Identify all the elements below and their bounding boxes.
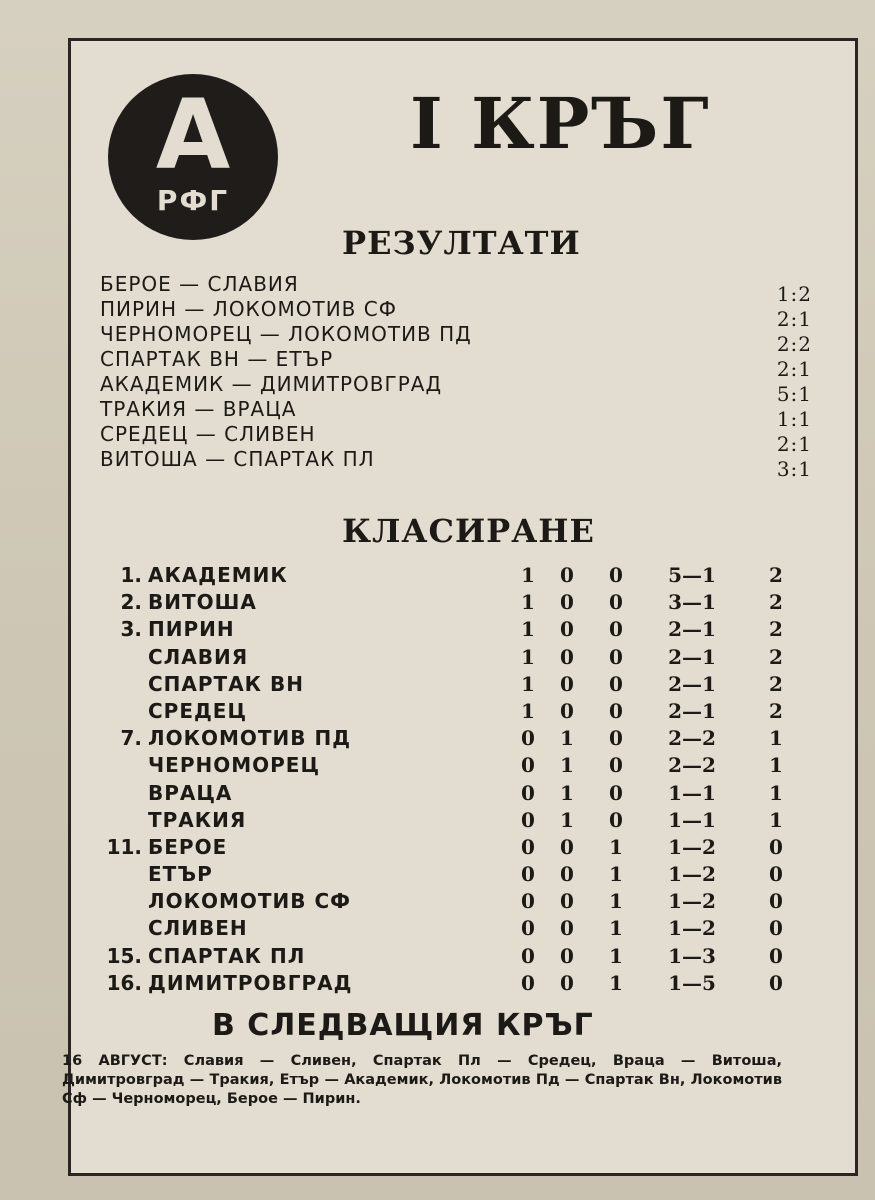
- standing-draws: 0: [560, 889, 574, 914]
- standing-wins: 0: [521, 753, 535, 778]
- result-row: [100, 397, 812, 431]
- standing-goals: 1—2: [668, 834, 716, 859]
- result-match: ТРАКИЯ — ВРАЦА: [100, 397, 297, 421]
- standing-row: [70, 644, 812, 671]
- standing-row: [70, 725, 812, 752]
- result-row: [100, 322, 812, 356]
- standing-draws: 0: [560, 916, 574, 941]
- standing-row: [70, 888, 812, 915]
- standing-draws: 0: [560, 862, 574, 887]
- standing-draws: 0: [560, 671, 574, 696]
- result-row: [100, 297, 812, 331]
- result-row: [100, 272, 812, 306]
- standing-wins: 0: [521, 807, 535, 832]
- standing-row: [70, 834, 812, 861]
- standing-wins: 0: [521, 889, 535, 914]
- standing-team: СПАРТАК ВН: [148, 671, 304, 696]
- standing-wins: 1: [521, 563, 535, 587]
- standing-row: [70, 671, 812, 698]
- standing-goals: 2—1: [668, 671, 716, 696]
- standing-row: [70, 943, 812, 970]
- standing-goals: 3—1: [668, 590, 716, 615]
- standing-goals: 2—2: [668, 726, 716, 751]
- result-row: [100, 372, 812, 406]
- standing-draws: 0: [560, 644, 574, 669]
- standing-row: [70, 562, 812, 589]
- standing-position: 7.: [120, 726, 142, 751]
- standing-losses: 1: [609, 970, 623, 995]
- standing-goals: 1—5: [668, 970, 716, 995]
- standing-draws: 0: [560, 563, 574, 587]
- standing-wins: 1: [521, 617, 535, 642]
- standing-draws: 0: [560, 970, 574, 995]
- result-row: [100, 447, 812, 481]
- standing-wins: 1: [521, 698, 535, 723]
- results-title: РЕЗУЛТАТИ: [342, 224, 581, 262]
- standing-goals: 1—1: [668, 780, 716, 805]
- result-score: 5:1: [776, 382, 812, 406]
- standing-losses: 0: [609, 563, 623, 587]
- result-match: ЧЕРНОМОРЕЦ — ЛОКОМОТИВ ПД: [100, 322, 472, 346]
- standing-points: 2: [769, 698, 783, 723]
- standing-team: ЕТЪР: [148, 862, 213, 887]
- standing-goals: 2—1: [668, 644, 716, 669]
- standing-draws: 1: [560, 726, 574, 751]
- standing-wins: 0: [521, 916, 535, 941]
- standing-position: 15.: [106, 943, 142, 968]
- round-title: I КРЪГ: [410, 82, 711, 165]
- standing-team: ПИРИН: [148, 617, 235, 642]
- standing-draws: 0: [560, 834, 574, 859]
- standing-draws: 0: [560, 617, 574, 642]
- standing-row: [70, 780, 812, 807]
- next-round-fixtures: 16 АВГУСТ: Славия — Сливен, Спартак Пл — Средец, Враца — Витоша, Димитровград — Тракия, Етър — Академик, Локомотив Пд — Спартак Вн, Локомотив Сф — Черноморец, Берое — Пирин.: [62, 1053, 782, 1107]
- standing-wins: 0: [521, 834, 535, 859]
- standing-wins: 1: [521, 644, 535, 669]
- standing-draws: 0: [560, 590, 574, 615]
- standing-points: 2: [769, 590, 783, 615]
- result-score: 1:1: [776, 407, 812, 431]
- standing-goals: 2—2: [668, 753, 716, 778]
- next-round-title: В СЛЕДВАЩИЯ КРЪГ: [212, 1008, 594, 1043]
- standing-team: СЛАВИЯ: [148, 644, 249, 669]
- result-match: СПАРТАК ВН — ЕТЪР: [100, 347, 334, 371]
- standing-points: 2: [769, 644, 783, 669]
- standing-goals: 1—3: [668, 943, 716, 968]
- standing-losses: 0: [609, 753, 623, 778]
- standings-table: [70, 562, 812, 997]
- standing-points: 2: [769, 563, 783, 587]
- result-match: АКАДЕМИК — ДИМИТРОВГРАД: [100, 372, 443, 396]
- results-list: [100, 272, 812, 481]
- standing-draws: 1: [560, 780, 574, 805]
- result-match: БЕРОЕ — СЛАВИЯ: [100, 272, 299, 296]
- standing-team: ЛОКОМОТИВ СФ: [148, 889, 351, 914]
- standing-wins: 0: [521, 970, 535, 995]
- standing-row: [70, 616, 812, 643]
- standing-position: 16.: [106, 970, 142, 995]
- standing-goals: 2—1: [668, 617, 716, 642]
- standing-points: 2: [769, 617, 783, 642]
- standing-wins: 1: [521, 590, 535, 615]
- standing-losses: 0: [609, 780, 623, 805]
- standing-row: [70, 915, 812, 942]
- standing-row: [70, 970, 812, 997]
- standing-team: СРЕДЕЦ: [148, 698, 248, 723]
- standing-draws: 0: [560, 698, 574, 723]
- standing-points: 0: [769, 970, 783, 995]
- standing-team: ВРАЦА: [148, 780, 233, 805]
- standing-points: 0: [769, 834, 783, 859]
- standing-points: 0: [769, 916, 783, 941]
- standing-team: ЧЕРНОМОРЕЦ: [148, 753, 321, 778]
- standing-position: 1.: [120, 563, 142, 587]
- result-row: [100, 422, 812, 456]
- standing-draws: 1: [560, 807, 574, 832]
- standing-losses: 0: [609, 644, 623, 669]
- standing-points: 1: [769, 753, 783, 778]
- result-match: ВИТОША — СПАРТАК ПЛ: [100, 447, 375, 471]
- standing-points: 0: [769, 943, 783, 968]
- logo-letter: А: [155, 79, 231, 191]
- league-logo: [108, 74, 278, 240]
- standing-wins: 0: [521, 780, 535, 805]
- standing-goals: 1—2: [668, 862, 716, 887]
- standing-losses: 1: [609, 862, 623, 887]
- standing-losses: 0: [609, 698, 623, 723]
- standing-row: [70, 752, 812, 779]
- standing-team: АКАДЕМИК: [148, 563, 288, 587]
- standing-team: СЛИВЕН: [148, 916, 248, 941]
- standing-team: ДИМИТРОВГРАД: [148, 970, 353, 995]
- standing-row: [70, 807, 812, 834]
- standing-losses: 0: [609, 807, 623, 832]
- standing-wins: 0: [521, 726, 535, 751]
- standing-points: 1: [769, 780, 783, 805]
- result-match: СРЕДЕЦ — СЛИВЕН: [100, 422, 316, 446]
- standing-position: 2.: [120, 590, 142, 615]
- standing-points: 1: [769, 807, 783, 832]
- standing-losses: 1: [609, 943, 623, 968]
- standing-losses: 0: [609, 617, 623, 642]
- standing-row: [70, 698, 812, 725]
- result-row: [100, 347, 812, 381]
- standing-goals: 2—1: [668, 698, 716, 723]
- standing-row: [70, 861, 812, 888]
- standing-position: 3.: [120, 617, 142, 642]
- standing-draws: 1: [560, 753, 574, 778]
- standing-goals: 1—2: [668, 916, 716, 941]
- result-score: 3:1: [776, 457, 812, 481]
- standings-title: КЛАСИРАНЕ: [342, 512, 595, 550]
- standing-team: ЛОКОМОТИВ ПД: [148, 726, 352, 751]
- standing-losses: 1: [609, 889, 623, 914]
- standing-goals: 1—1: [668, 807, 716, 832]
- standing-losses: 0: [609, 590, 623, 615]
- standing-team: СПАРТАК ПЛ: [148, 943, 306, 968]
- result-score: 2:1: [776, 432, 812, 456]
- standing-points: 2: [769, 671, 783, 696]
- result-score: 2:1: [776, 357, 812, 381]
- standing-goals: 5—1: [668, 563, 716, 587]
- standing-goals: 1—2: [668, 889, 716, 914]
- standing-team: ТРАКИЯ: [148, 807, 247, 832]
- standing-wins: 1: [521, 671, 535, 696]
- result-score: 2:2: [776, 332, 812, 356]
- standing-losses: 1: [609, 916, 623, 941]
- standing-points: 0: [769, 862, 783, 887]
- standing-team: БЕРОЕ: [148, 834, 228, 859]
- standing-losses: 0: [609, 726, 623, 751]
- result-match: ПИРИН — ЛОКОМОТИВ СФ: [100, 297, 397, 321]
- logo-subtitle: РФГ: [156, 184, 230, 217]
- standing-points: 1: [769, 726, 783, 751]
- standing-losses: 1: [609, 834, 623, 859]
- standing-row: [70, 589, 812, 616]
- standing-position: 11.: [106, 834, 142, 859]
- standing-losses: 0: [609, 671, 623, 696]
- result-score: 1:2: [776, 282, 812, 306]
- standing-draws: 0: [560, 943, 574, 968]
- result-score: 2:1: [776, 307, 812, 331]
- standing-wins: 0: [521, 943, 535, 968]
- standing-team: ВИТОША: [148, 590, 257, 615]
- standing-wins: 0: [521, 862, 535, 887]
- standing-points: 0: [769, 889, 783, 914]
